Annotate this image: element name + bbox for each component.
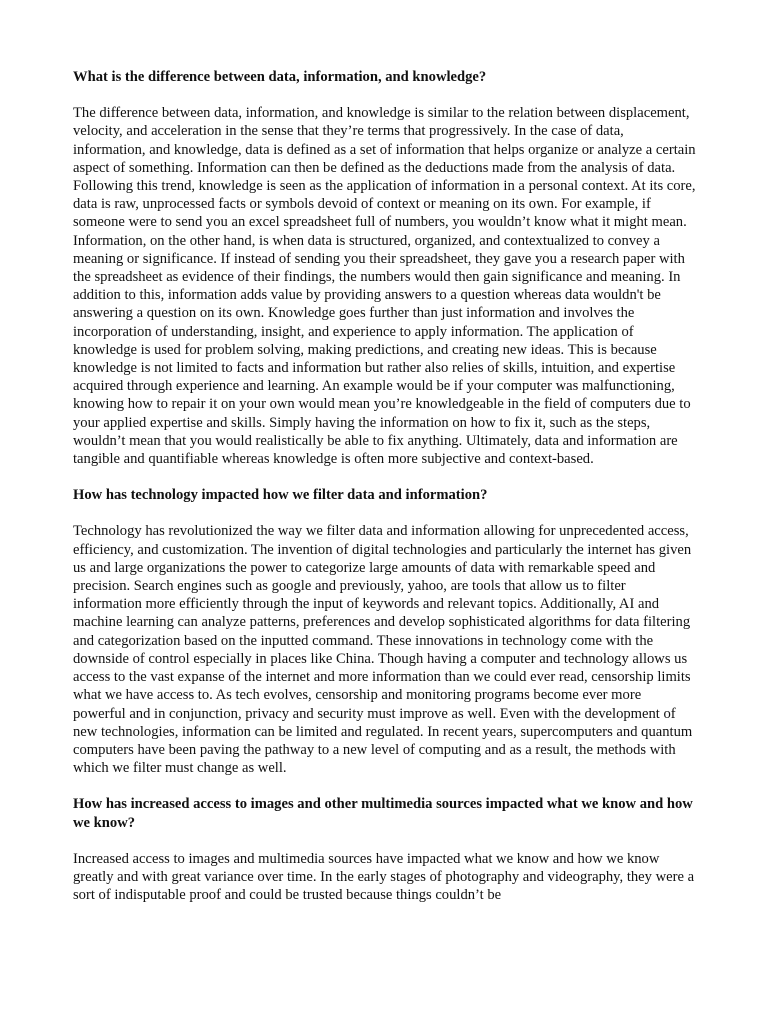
section-1-heading: What is the difference between data, information, and knowledge? — [73, 69, 487, 85]
section-3-body: Increased access to images and multimedia sources have impacted what we know and how we know greatly and with great variance over time. In the early stages of photography and videography, they were a sort of indisputable proof and could be trusted because things couldn’t be — [73, 850, 695, 904]
section-1-body: The difference between data, information, and knowledge is similar to the relation between displacement, velocity, and acceleration in the sense that they’re terms that progressively. In the case of data, information, and knowledge, data is defined as a set of information that helps organize or analyze a certain aspect of something. Information can then be defined as the deductions made from the analysis of data. Following this trend, knowledge is seen as the application of information in a personal context. At its core, data is raw, unprocessed facts or symbols devoid of context or meaning on its own. For example, if someone were to send you an excel spreadsheet full of numbers, you wouldn’t know what it might mean. Information, on the other hand, is when data is structured, organized, and contextualized to convey a meaning or significance. If instead of sending you their spreadsheet, they gave you a research paper with the spreadsheet as evidence of their findings, the numbers would then gain significance and meaning. In addition to this, information adds value by providing answers to a question whereas data wouldn't be answering a question on its own. Knowledge goes further than just information and involves the incorporation of understanding, insight, and experience to apply information. The application of knowledge is used for problem solving, making predictions, and creating new ideas. This is because knowledge is not limited to facts and information but rather also relies of skills, intuition, and expertise acquired through experience and learning. An example would be if your computer was malfunctioning, knowing how to repair it on your own would mean you’re knowledgeable in the field of computers due to your applied expertise and skills. Simply having the information on how to fix it, such as the steps, wouldn’t mean that you would realistically be able to fix anything. Ultimately, data and information are tangible and quantifiable whereas knowledge is often more subjective and context-based. — [73, 105, 696, 468]
section-3-heading: How has increased access to images and other multimedia sources impacted what we know and how we know? — [73, 796, 693, 831]
document-page — [73, 68, 697, 922]
section-2-body: Technology has revolutionized the way we filter data and information allowing for unprecedented access, efficiency, and customization. The invention of digital technologies and particularly the internet has given us and large organizations the power to categorize large amounts of data with remarkable speed and precision. Search engines such as google and previously, yahoo, are tools that allow us to filter information more efficiently through the input of keywords and relevant topics. Additionally, AI and machine learning can analyze patterns, preferences and develop sophisticated algorithms for data filtering and categorization based on the inputted command. These innovations in technology come with the downside of control especially in places like China. Though having a computer and technology allows us access to the vast expanse of the internet and more information than we could ever read, censorship limits what we have access to. As tech evolves, censorship and monitoring programs become ever more powerful and in conjunction, privacy and security must improve as well. Even with the development of new technologies, information can be limited and regulated. In recent years, supercomputers and quantum computers have been paving the pathway to a new level of computing and as a result, the methods with which we filter must change as well. — [73, 523, 693, 777]
section-2-heading: How has technology impacted how we filter data and information? — [73, 487, 488, 504]
